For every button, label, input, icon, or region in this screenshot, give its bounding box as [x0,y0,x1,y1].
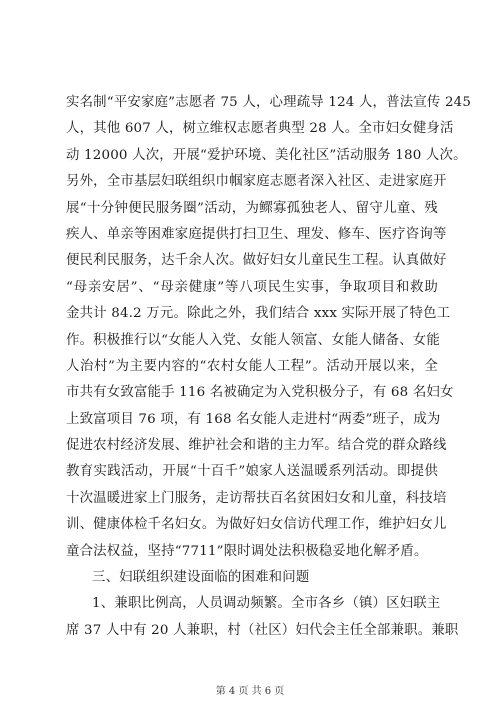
body-line: 金共计 84.2 万元。除此之外，我们结合 xxx 实际开展了特色工 [66,306,451,322]
body-line: 人治村”为主要内容的“农村女能人工程”。活动开展以来，全 [66,358,438,374]
body-line: 另外，全市基层妇联组织巾帼家庭志愿者深入社区、走进家庭开 [66,174,447,190]
body-line: 动 12000 人次，开展“爱护环境、美化社区”活动服务 180 人次。 [66,147,467,163]
body-line: 展“十分钟便民服务圈”活动，为鳏寡孤独老人、留守儿童、残 [66,200,438,216]
body-line: 人，其他 607 人，树立维权志愿者典型 28 人。全市妇女健身活 [66,121,454,137]
body-line: 作。积极推行以“女能人入党、女能人领富、女能人储备、女能 [66,332,440,348]
page-footer [0,682,500,697]
body-line: 市共有女致富能手 116 名被确定为入党积极分子，有 68 名妇女 [66,385,454,401]
body-line: 促进农村经济发展、维护社会和谐的主力军。结合党的群众路线 [66,438,447,454]
body-line: 疾人、单亲等困难家庭提供打扫卫生、理发、修车、医疗咨询等 [66,226,447,242]
paragraph-line: 1、兼职比例高，人员调动频繁。全市各乡（镇）区妇联主 [92,596,441,612]
body-line: 教育实践活动，开展“十百千”娘家人送温暖系列活动。即提供 [66,464,438,480]
body-line: 便民利民服务，达千余人次。做好妇女儿童民生工程。认真做好 [66,253,447,269]
body-line: 上致富项目 76 项，有 168 名女能人走进村“两委”班子，成为 [66,411,441,427]
section-heading: 三、妇联组织建设面临的困难和问题 [92,570,310,586]
body-line: 实名制“平安家庭”志愿者 75 人，心理疏导 124 人，普法宣传 245 [66,95,472,110]
body-line: 训、健康体检千名妇女。为做好妇女信访代理工作，维护妇女儿 [66,517,447,533]
body-line: 童合法权益，坚持“7711”限时调处法积极稳妥地化解矛盾。 [66,543,428,559]
body-line: 十次温暖进家上门服务，走访帮扶百名贫困妇女和儿童，科技培 [66,490,447,506]
body-line: “母亲安居”、“母亲健康”等八项民生实事，争取项目和救助 [66,279,438,295]
paragraph-line: 席 37 人中有 20 人兼职，村（社区）妇代会主任全部兼职。兼职 [66,622,459,638]
document-body [66,90,472,644]
page-number: 第 4 页 共 6 页 [215,686,285,697]
